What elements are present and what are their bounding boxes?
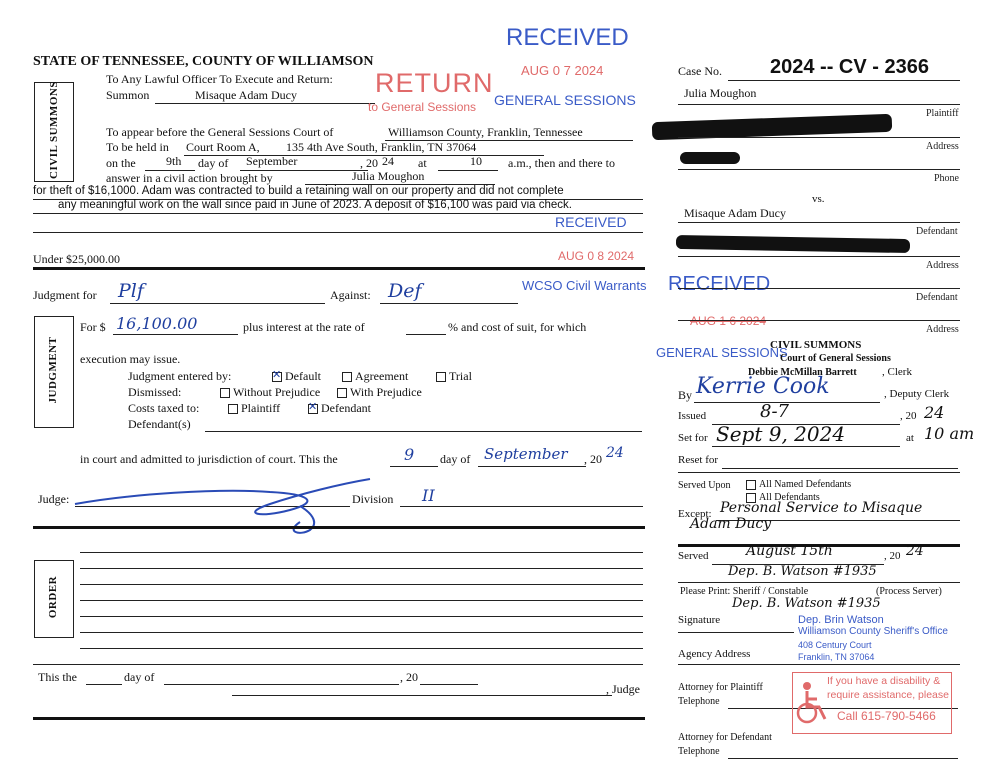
costs-plaintiff-checkbox[interactable] bbox=[228, 404, 238, 414]
judgment-side-label: JUDGMENT bbox=[47, 336, 59, 404]
judgment-for-value: Plf bbox=[118, 280, 144, 302]
issued-label: Issued bbox=[678, 410, 707, 422]
default-label: Default bbox=[285, 369, 321, 383]
served-by-signature: Dep. B. Watson #1935 bbox=[728, 564, 877, 579]
order-this-the: This the bbox=[38, 670, 77, 684]
summon-name: Misaque Adam Ducy bbox=[195, 88, 297, 102]
with-prejudice-label: With Prejudice bbox=[350, 385, 422, 399]
received-stamp-top: RECEIVED bbox=[506, 24, 629, 51]
received-stamp-top-date: AUG 0 7 2024 bbox=[521, 63, 604, 78]
agency-address-label: Agency Address bbox=[678, 648, 751, 660]
courtroom: Court Room A, bbox=[186, 140, 260, 154]
civil-summons-title: CIVIL SUMMONS bbox=[770, 339, 862, 351]
served-label: Served bbox=[678, 550, 709, 562]
except-value-1: Personal Service to Misaque bbox=[720, 500, 923, 516]
division-value: II bbox=[422, 486, 435, 505]
order-side-label: ORDER bbox=[47, 575, 59, 619]
general-sessions-stamp: GENERAL SESSIONS bbox=[494, 92, 636, 108]
order-judge: , Judge bbox=[606, 682, 640, 696]
trial-label: Trial bbox=[449, 369, 472, 383]
print-sheriff-label: Please Print: Sheriff / Constable bbox=[680, 586, 809, 597]
civil-summons-side-label: CIVIL SUMMONS bbox=[48, 81, 60, 179]
option-without-prejudice[interactable] bbox=[220, 385, 320, 400]
appear-line-prefix: To appear before the General Sessions Court of bbox=[106, 125, 334, 139]
all-defendants-label: All Defendants bbox=[759, 492, 820, 503]
except-value-2: Adam Ducy bbox=[690, 516, 772, 532]
return-stamp-sub: to General Sessions bbox=[368, 100, 477, 114]
except-label: Except: bbox=[678, 508, 712, 520]
court-address: 135 4th Ave South, Franklin, TN 37064 bbox=[286, 140, 477, 154]
clerk-name: Debbie McMillan Barrett bbox=[748, 367, 857, 378]
ada-phone: Call 615-790-5466 bbox=[837, 709, 936, 723]
option-agreement[interactable] bbox=[342, 369, 408, 384]
received-stamp-mid-date: AUG 0 8 2024 bbox=[558, 249, 635, 263]
option-defendant[interactable] bbox=[308, 401, 371, 416]
process-server-label: (Process Server) bbox=[876, 586, 942, 597]
set-for-time: 10 am bbox=[924, 424, 975, 443]
claim-line-1: for theft of $16,1000. Adam was contracted to build a retaining wall on our property and did not complete bbox=[33, 185, 564, 197]
court-of-general-sessions: Court of General Sessions bbox=[780, 353, 891, 364]
by-label: By bbox=[678, 388, 693, 402]
set-for-label: Set for bbox=[678, 432, 708, 444]
appear-month: September bbox=[246, 154, 298, 168]
option-trial[interactable] bbox=[436, 369, 472, 384]
year-prefix-2: , 20 bbox=[584, 452, 602, 466]
with-prejudice-checkbox[interactable] bbox=[337, 388, 347, 398]
issued-value: 8-7 bbox=[760, 401, 789, 422]
without-prejudice-checkbox[interactable] bbox=[220, 388, 230, 398]
deputy-clerk-signature: Kerrie Cook bbox=[696, 374, 830, 399]
defendants-label: Defendant(s) bbox=[128, 417, 191, 431]
ada-line-2: require assistance, please bbox=[827, 689, 949, 701]
telephone-label-2: Telephone bbox=[678, 746, 720, 757]
costs-plaintiff-label: Plaintiff bbox=[241, 401, 281, 415]
claim-line-2: any meaningful work on the wall since paid in June of 2023. A deposit of $16,100 was paid via check. bbox=[58, 199, 572, 211]
day-of-label-2: day of bbox=[440, 452, 471, 466]
clerk-label: , Clerk bbox=[882, 366, 912, 378]
ada-line-1: If you have a disability & bbox=[827, 675, 941, 687]
all-named-label: All Named Defendants bbox=[759, 479, 852, 490]
received-stamp-right-date: AUG 1 6 2024 bbox=[690, 314, 767, 328]
served-upon-label: Served Upon bbox=[678, 480, 731, 491]
cost-text: % and cost of suit, for which bbox=[448, 320, 587, 334]
served-year-prefix: , 20 bbox=[884, 550, 901, 562]
trial-checkbox[interactable] bbox=[436, 372, 446, 382]
vs-label: vs. bbox=[812, 193, 825, 205]
held-in-label: To be held in bbox=[106, 140, 169, 154]
address-label-1: Address bbox=[926, 141, 959, 152]
agreement-checkbox[interactable] bbox=[342, 372, 352, 382]
division-label: Division bbox=[352, 492, 394, 506]
officer-stamp-address-1: 408 Century Court bbox=[798, 640, 872, 650]
in-court-text: in court and admitted to jurisdiction of court. This the bbox=[80, 452, 338, 466]
case-number: 2024 -- CV - 2366 bbox=[770, 56, 929, 78]
appear-time: 10 bbox=[470, 154, 482, 168]
dismissed-label: Dismissed: bbox=[128, 385, 182, 399]
for-amount-prefix: For $ bbox=[80, 320, 106, 334]
set-for-value: Sept 9, 2024 bbox=[716, 422, 846, 446]
attorney-defendant-label: Attorney for Defendant bbox=[678, 732, 772, 743]
costs-defendant-checkbox[interactable] bbox=[308, 404, 318, 414]
phone-label: Phone bbox=[934, 173, 959, 184]
this-day: 9 bbox=[404, 445, 415, 464]
am-text: a.m., then and there to bbox=[508, 156, 615, 170]
day-of-label: day of bbox=[198, 156, 229, 170]
year-prefix: , 20 bbox=[360, 156, 378, 170]
address-label-3: Address bbox=[926, 324, 959, 335]
issued-year-value: 24 bbox=[924, 403, 945, 422]
this-year: 24 bbox=[606, 445, 624, 461]
case-no-label: Case No. bbox=[678, 64, 722, 78]
this-month: September bbox=[484, 445, 568, 463]
redaction-defendant-address bbox=[676, 235, 910, 253]
costs-defendant-label: Defendant bbox=[321, 401, 371, 415]
state-county-heading: STATE OF TENNESSEE, COUNTY OF WILLIAMSON bbox=[33, 54, 374, 69]
general-sessions-stamp-right: GENERAL SESSIONS bbox=[656, 345, 788, 360]
without-prejudice-label: Without Prejudice bbox=[233, 385, 321, 399]
judgment-for-label: Judgment for bbox=[33, 288, 97, 302]
appear-plaintiff: Julia Moughon bbox=[352, 169, 425, 183]
signature-value: Dep. B. Watson #1935 bbox=[732, 596, 881, 611]
agreement-label: Agreement bbox=[355, 369, 409, 383]
execution-text: execution may issue. bbox=[80, 352, 181, 366]
received-stamp-mid: RECEIVED bbox=[555, 214, 627, 230]
served-value: August 15th bbox=[746, 543, 833, 559]
wcso-stamp: WCSO Civil Warrants bbox=[522, 278, 647, 293]
redaction-plaintiff-phone bbox=[680, 152, 740, 164]
set-for-at-label: at bbox=[906, 432, 914, 444]
option-with-prejudice[interactable] bbox=[337, 385, 422, 400]
order-day-of: day of bbox=[124, 670, 155, 684]
judgment-amount: 16,100.00 bbox=[116, 314, 198, 333]
at-label: at bbox=[418, 156, 427, 170]
judge-label: Judge: bbox=[38, 492, 70, 506]
appear-year: 24 bbox=[382, 154, 394, 168]
option-default[interactable] bbox=[272, 369, 321, 384]
wheelchair-icon bbox=[795, 681, 831, 725]
return-stamp: RETURN bbox=[375, 68, 494, 98]
plaintiff-label: Plaintiff bbox=[926, 108, 959, 119]
all-named-checkbox[interactable] bbox=[746, 480, 756, 490]
defendant-label-2: Defendant bbox=[916, 292, 958, 303]
ada-notice-box bbox=[792, 672, 952, 734]
on-the-label: on the bbox=[106, 156, 136, 170]
under-amount: Under $25,000.00 bbox=[33, 252, 120, 266]
defendant-label-1: Defendant bbox=[916, 226, 958, 237]
summon-label: Summon bbox=[106, 88, 150, 102]
interest-text: plus interest at the rate of bbox=[243, 320, 365, 334]
deputy-clerk-label: , Deputy Clerk bbox=[884, 388, 950, 400]
received-stamp-right: RECEIVED bbox=[668, 273, 771, 295]
address-label-2: Address bbox=[926, 260, 959, 271]
option-plaintiff[interactable] bbox=[228, 401, 280, 416]
option-all-named[interactable] bbox=[746, 479, 851, 490]
served-year-value: 24 bbox=[906, 543, 924, 559]
entered-by-label: Judgment entered by: bbox=[128, 369, 232, 383]
answer-text: answer in a civil action brought by bbox=[106, 171, 273, 185]
attorney-plaintiff-label: Attorney for Plaintiff bbox=[678, 682, 763, 693]
signature-label: Signature bbox=[678, 614, 721, 626]
default-checkbox[interactable] bbox=[272, 372, 282, 382]
officer-stamp-name: Dep. Brin Watson bbox=[798, 614, 884, 626]
against-label: Against: bbox=[330, 288, 371, 302]
telephone-label-1: Telephone bbox=[678, 696, 720, 707]
against-value: Def bbox=[388, 280, 422, 302]
court-location: Williamson County, Franklin, Tennessee bbox=[388, 125, 583, 139]
costs-taxed-label: Costs taxed to: bbox=[128, 401, 200, 415]
issued-year-prefix: , 20 bbox=[900, 410, 917, 422]
reset-for-label: Reset for bbox=[678, 454, 719, 466]
right-plaintiff-name: Julia Moughon bbox=[684, 86, 757, 100]
order-comma-20: , 20 bbox=[400, 670, 418, 684]
right-defendant-name: Misaque Adam Ducy bbox=[684, 206, 786, 220]
appear-day: 9th bbox=[166, 154, 182, 168]
to-officer-text: To Any Lawful Officer To Execute and Return: bbox=[106, 72, 333, 86]
officer-stamp-office: Williamson County Sheriff's Office bbox=[798, 626, 948, 637]
officer-stamp-address-2: Franklin, TN 37064 bbox=[798, 652, 875, 662]
